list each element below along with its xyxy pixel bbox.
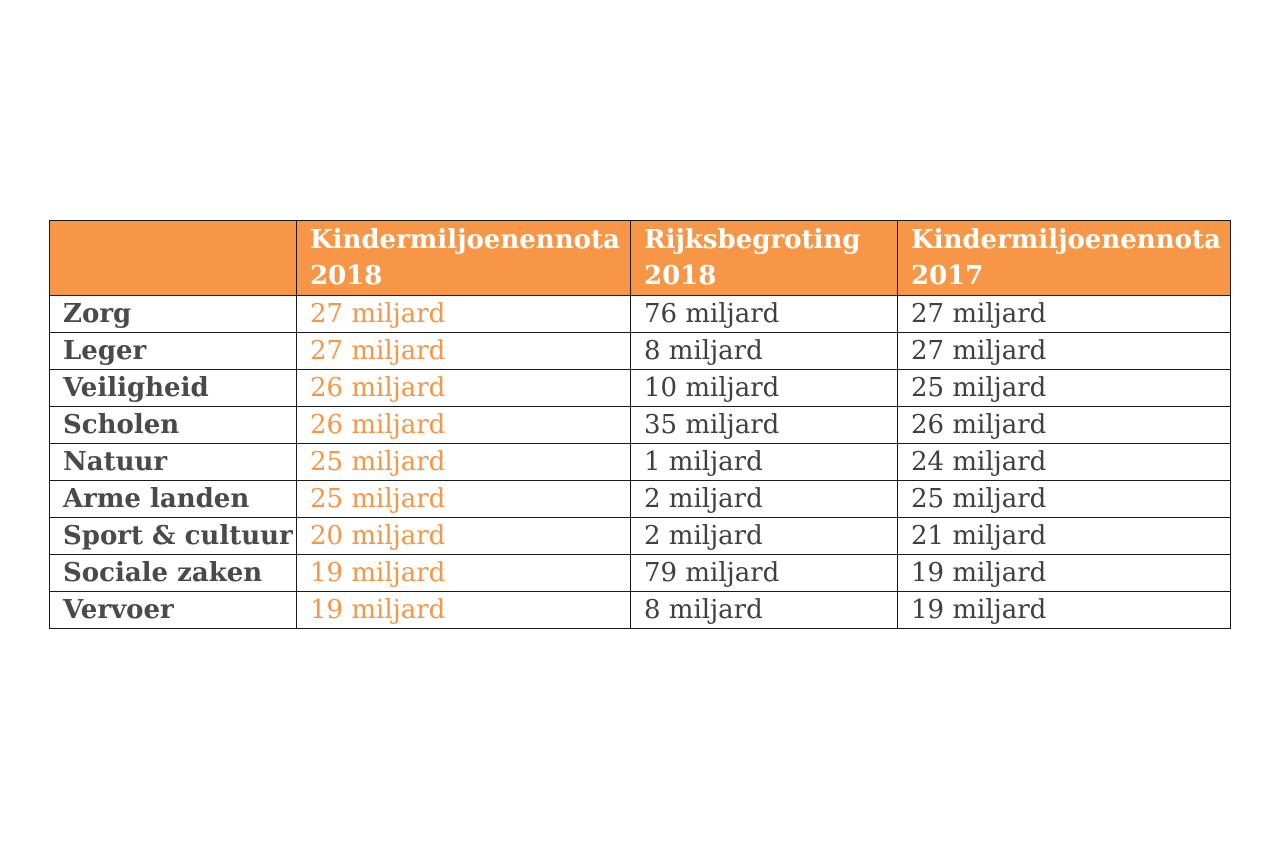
category-cell: Sport & cultuur: [50, 518, 297, 555]
kmn2018-cell: 25 miljard: [297, 481, 631, 518]
kmn2017-cell: 27 miljard: [898, 296, 1231, 333]
header-line-1: Kindermiljoenennota: [911, 225, 1221, 255]
kmn2018-cell: 19 miljard: [297, 592, 631, 629]
header-cell-kindermiljoenennota-2017: [898, 221, 1231, 296]
header-line-1: Kindermiljoenennota: [310, 225, 620, 255]
kmn2018-cell: 27 miljard: [297, 333, 631, 370]
kmn2017-cell: 19 miljard: [898, 555, 1231, 592]
header-cell-empty: [50, 221, 297, 296]
kmn2017-cell: 21 miljard: [898, 518, 1231, 555]
rb2018-cell: 76 miljard: [631, 296, 898, 333]
header-row: [50, 221, 1231, 296]
kmn2018-cell: 26 miljard: [297, 370, 631, 407]
table-row: [50, 481, 1231, 518]
kmn2018-cell: 20 miljard: [297, 518, 631, 555]
category-cell: Zorg: [50, 296, 297, 333]
kmn2017-cell: 24 miljard: [898, 444, 1231, 481]
rb2018-cell: 79 miljard: [631, 555, 898, 592]
table-row: [50, 333, 1231, 370]
table-row: [50, 370, 1231, 407]
kmn2018-cell: 25 miljard: [297, 444, 631, 481]
rb2018-cell: 8 miljard: [631, 592, 898, 629]
table-header: [50, 221, 1231, 296]
header-cell-rijksbegroting-2018: [631, 221, 898, 296]
kmn2018-cell: 19 miljard: [297, 555, 631, 592]
kmn2017-cell: 26 miljard: [898, 407, 1231, 444]
kmn2018-cell: 26 miljard: [297, 407, 631, 444]
header-line-2: 2018: [644, 261, 717, 291]
header-cell-kindermiljoenennota-2018: [297, 221, 631, 296]
category-cell: Leger: [50, 333, 297, 370]
rb2018-cell: 10 miljard: [631, 370, 898, 407]
category-cell: Scholen: [50, 407, 297, 444]
rb2018-cell: 2 miljard: [631, 481, 898, 518]
kmn2017-cell: 25 miljard: [898, 370, 1231, 407]
category-cell: Arme landen: [50, 481, 297, 518]
category-cell: Natuur: [50, 444, 297, 481]
kmn2017-cell: 25 miljard: [898, 481, 1231, 518]
table-row: [50, 444, 1231, 481]
rb2018-cell: 1 miljard: [631, 444, 898, 481]
category-cell: Sociale zaken: [50, 555, 297, 592]
kmn2017-cell: 27 miljard: [898, 333, 1231, 370]
rb2018-cell: 2 miljard: [631, 518, 898, 555]
rb2018-cell: 8 miljard: [631, 333, 898, 370]
rb2018-cell: 35 miljard: [631, 407, 898, 444]
table-row: [50, 296, 1231, 333]
header-line-2: 2017: [911, 261, 984, 291]
table-row: [50, 592, 1231, 629]
budget-table: [49, 220, 1231, 629]
category-cell: Vervoer: [50, 592, 297, 629]
table-row: [50, 518, 1231, 555]
header-line-2: 2018: [310, 261, 383, 291]
kmn2018-cell: 27 miljard: [297, 296, 631, 333]
table-row: [50, 407, 1231, 444]
category-cell: Veiligheid: [50, 370, 297, 407]
table-row: [50, 555, 1231, 592]
header-line-1: Rijksbegroting: [644, 225, 861, 255]
kmn2017-cell: 19 miljard: [898, 592, 1231, 629]
table-body: [50, 296, 1231, 629]
